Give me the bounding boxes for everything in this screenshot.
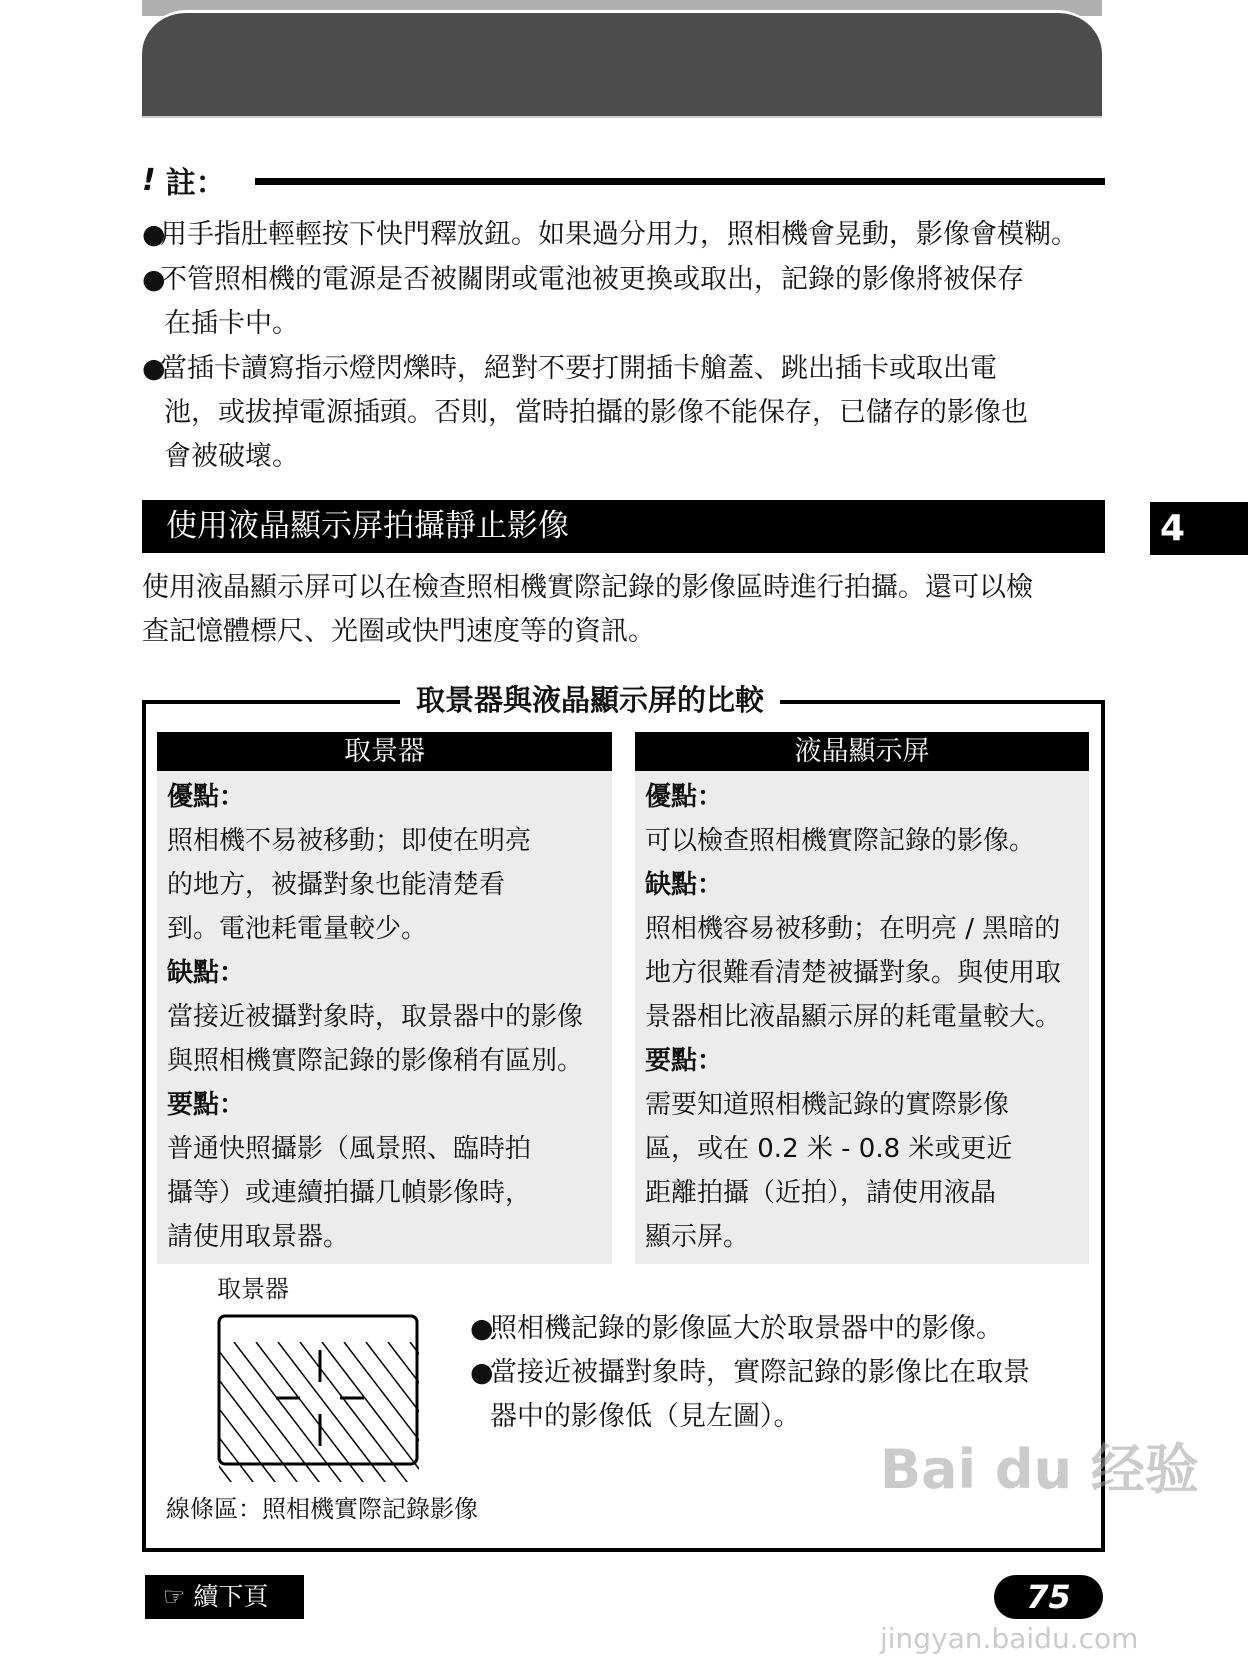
column-header: 液晶顯示屏 — [635, 732, 1089, 771]
column-line: 普通快照攝影（風景照、臨時拍 — [167, 1134, 532, 1164]
note-bullet — [142, 347, 1112, 479]
bullet-line — [142, 213, 1112, 257]
viewfinder-diagram — [214, 1312, 424, 1482]
intro-line: 查記憶體標尺、光圈或快門速度等的資訊。 — [142, 616, 655, 647]
viewfinder-column — [157, 732, 612, 1264]
note-label: 註： — [165, 166, 226, 201]
intro-line: 使用液晶顯示屏可以在檢查照相機實際記錄的影像區時進行拍攝。還可以檢 — [142, 572, 1033, 603]
hatch-line — [344, 1342, 424, 1482]
diagram-bullet-line — [470, 1395, 1030, 1439]
lcd-column — [635, 732, 1089, 1264]
column-line: 景器相比液晶顯示屏的耗電量較大。 — [645, 1002, 1062, 1032]
column-label: 優點： — [645, 782, 724, 812]
column-line: 照相機容易被移動；在明亮 / 黑暗的 — [645, 914, 1061, 944]
column-body — [157, 771, 612, 1263]
diagram-bullet-line — [470, 1307, 1030, 1351]
column-line: 請使用取景器。 — [167, 1222, 350, 1252]
bullet-text: 當接近被攝對象時，實際記錄的影像比在取景 — [490, 1357, 1030, 1388]
bullet-text: 器中的影像低（見左圖）。 — [490, 1401, 801, 1432]
intro-paragraph — [142, 566, 1108, 654]
column-label: 要點： — [167, 1090, 246, 1120]
bullet-line: 池，或拔掉電源插頭。否則，當時拍攝的影像不能保存，已儲存的影像也 — [164, 397, 1028, 428]
column-line: 當接近被攝對象時，取景器中的影像 — [167, 1002, 584, 1032]
bullet-text: 用手指肚輕輕按下快門釋放鈕。如果過分用力，照相機會晃動，影像會模糊。 — [160, 219, 1078, 250]
column-label: 要點： — [645, 1046, 724, 1076]
hatch-line — [214, 1342, 298, 1482]
column-label: 缺點： — [167, 958, 246, 988]
bullet-icon: ● — [142, 264, 166, 295]
column-line: 地方很難看清楚被攝對象。與使用取 — [645, 958, 1062, 988]
hand-pointer-icon: ☞ — [163, 1582, 194, 1611]
bullet-line — [142, 347, 1112, 391]
column-body — [635, 771, 1089, 1263]
hatch-line — [214, 1342, 320, 1482]
column-line: 距離拍攝（近拍），請使用液晶 — [645, 1178, 997, 1208]
diagram-bullets — [470, 1307, 1030, 1439]
note-heading — [142, 160, 226, 200]
section-title: 使用液晶顯示屏拍攝靜止影像 — [142, 500, 1105, 553]
column-line: 到。電池耗電量較少。 — [167, 914, 428, 944]
bullet-icon: ● — [142, 353, 166, 384]
page-number: 75 — [994, 1575, 1103, 1619]
bullet-text: 不管照相機的電源是否被關閉或電池被更換或取出，記錄的影像將被保存 — [160, 264, 1024, 295]
chapter-header-bar — [142, 10, 1102, 118]
bullet-icon: ● — [142, 219, 166, 250]
diagram-label: 取景器 — [217, 1275, 289, 1303]
bullet-text: 照相機記錄的影像區大於取景器中的影像。 — [490, 1313, 1003, 1344]
chapter-tab: 4 — [1150, 502, 1248, 555]
hatch-line — [214, 1342, 276, 1482]
column-line: 的地方，被攝對象也能清楚看 — [167, 870, 506, 900]
note-rule — [255, 178, 1105, 185]
note-bullet — [142, 213, 1112, 257]
note-bullet — [142, 258, 1112, 346]
column-label: 缺點： — [645, 870, 724, 900]
hatch-line — [234, 1342, 364, 1482]
column-line: 需要知道照相機記錄的實際影像 — [645, 1090, 1010, 1120]
diagram-caption: 線條區：照相機實際記錄影像 — [166, 1495, 478, 1523]
bullet-line: 會被破壞。 — [164, 441, 299, 472]
comparison-title: 取景器與液晶顯示屏的比較 — [400, 680, 780, 720]
column-line: 與照相機實際記錄的影像稍有區別。 — [167, 1046, 584, 1076]
watermark-url: jingyan.baidu.com — [880, 1622, 1139, 1655]
column-line: 顯示屏。 — [645, 1222, 750, 1252]
watermark-logo: Bai du 经验 — [880, 1438, 1199, 1501]
column-line: 攝等）或連續拍攝几幀影像時， — [167, 1178, 532, 1208]
bullet-icon: ● — [470, 1313, 494, 1344]
hatch-line — [214, 1342, 232, 1482]
bullet-text: 當插卡讀寫指示燈閃爍時，絕對不要打開插卡艙蓋、跳出插卡或取出電 — [160, 353, 997, 384]
column-line: 照相機不易被移動；即使在明亮 — [167, 826, 532, 856]
column-line: 區，或在 0.2 米 - 0.8 米或更近 — [645, 1134, 1013, 1164]
hatch-line — [214, 1342, 342, 1482]
column-header: 取景器 — [157, 732, 612, 771]
pencil-icon: ! — [142, 162, 156, 198]
bullet-line — [142, 258, 1112, 302]
column-line: 可以檢查照相機實際記錄的影像。 — [645, 826, 1036, 856]
continue-next-page — [145, 1575, 304, 1619]
diagram-bullet-line — [470, 1351, 1030, 1395]
hatch-line — [278, 1342, 408, 1482]
column-label: 優點： — [167, 782, 246, 812]
next-label: 續下頁 — [193, 1582, 269, 1611]
hatch-line — [322, 1342, 424, 1482]
bullet-line: 在插卡中。 — [164, 308, 299, 339]
bullet-icon: ● — [470, 1357, 494, 1388]
